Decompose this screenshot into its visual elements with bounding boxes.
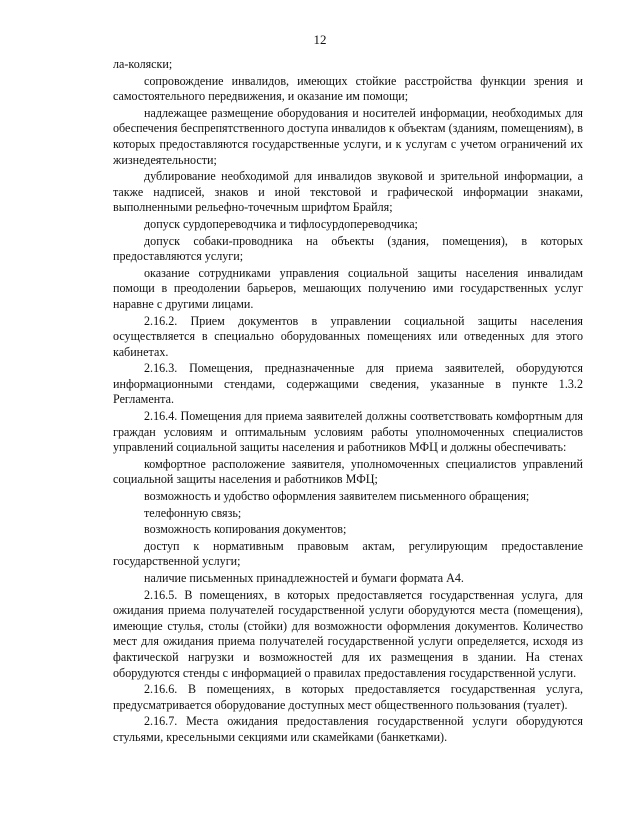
paragraph-11: комфортное расположение заявителя, уполномоченных специалистов управлений социальной защиты населения и работников МФЦ; <box>113 456 583 487</box>
paragraph-19: 2.16.7. Места ожидания предоставления государственной услуги оборудуются стульями, кресельными секциями или скамейками (банкетками). <box>113 714 583 744</box>
paragraph-16: наличие письменных принадлежностей и бумаги формата А4. <box>144 571 464 585</box>
paragraph-14: возможность копирования документов; <box>144 522 347 537</box>
paragraph-6: допуск собаки-проводника на объекты (здания, помещения), в которых предоставляются услуги; <box>113 233 583 264</box>
paragraph-1: ла-коляски; <box>113 57 173 71</box>
paragraph-3: надлежащее размещение оборудования и носителей информации, необходимых для обеспечения беспрепятственного доступа инвалидов к объектам (зданиям, помещениям), в которых предоставляются государственные услуги, и к услугам с учетом ограничений их жизнедеятельности; <box>113 105 583 167</box>
paragraph-12: возможность и удобство оформления заявителем письменного обращения; <box>144 489 530 504</box>
paragraph-2: сопровождение инвалидов, имеющих стойкие расстройства функции зрения и самостоятельного передвижения, и оказание им помощи; <box>113 73 583 104</box>
paragraph-15: доступ к нормативным правовым актам, регулирующим предоставление государственной услуги; <box>113 538 583 569</box>
paragraph-13: телефонную связь; <box>144 505 242 520</box>
paragraph-5: допуск сурдопереводчика и тифлосурдопереводчика; <box>144 216 418 231</box>
document-body <box>113 57 583 747</box>
page-number: 12 <box>313 32 327 47</box>
paragraph-10: 2.16.4. Помещения для приема заявителей должны соответствовать комфортным для граждан условиям и оптимальным условиям работы уполномоченных специалистов управлений социальной защиты населения и работников МФЦ и должны обеспечивать: <box>113 409 583 455</box>
paragraph-4: дублирование необходимой для инвалидов звуковой и зрительной информации, а также надписей, знаков и иной текстовой и графической информации знаками, выполненными рельефно-точечным шрифтом Брайля; <box>113 169 583 215</box>
paragraph-8: 2.16.2. Прием документов в управлении социальной защиты населения осуществляется в специально оборудованных помещениях или отведенных для этого кабинетах. <box>113 313 583 359</box>
paragraph-18: 2.16.6. В помещениях, в которых предоставляется государственная услуга, предусматривается оборудование доступных мест общественного пользования (туалет). <box>113 682 583 712</box>
paragraph-7: оказание сотрудниками управления социальной защиты населения инвалидам помощи в преодолении барьеров, мешающих получению ими государственных услуг наравне с другими лицами. <box>113 265 583 311</box>
paragraph-17: 2.16.5. В помещениях, в которых предоставляется государственная услуга, для ожидания приема получателей государственной услуги оборудуются места (помещения), имеющие стулья, столы (стойки) для возможности оформления документов. Количество мест для ожидания приема получателей государственной услуги определяется, исходя из фактической нагрузки и возможностей для их размещения в здании. На стенах оборудуются стенды с информацией о правилах предоставления государственной услуги. <box>113 587 583 680</box>
paragraph-9: 2.16.3. Помещения, предназначенные для приема заявителей, оборудуются информационными стендами, содержащими сведения, указанные в пункте 1.3.2 Регламента. <box>113 361 583 407</box>
